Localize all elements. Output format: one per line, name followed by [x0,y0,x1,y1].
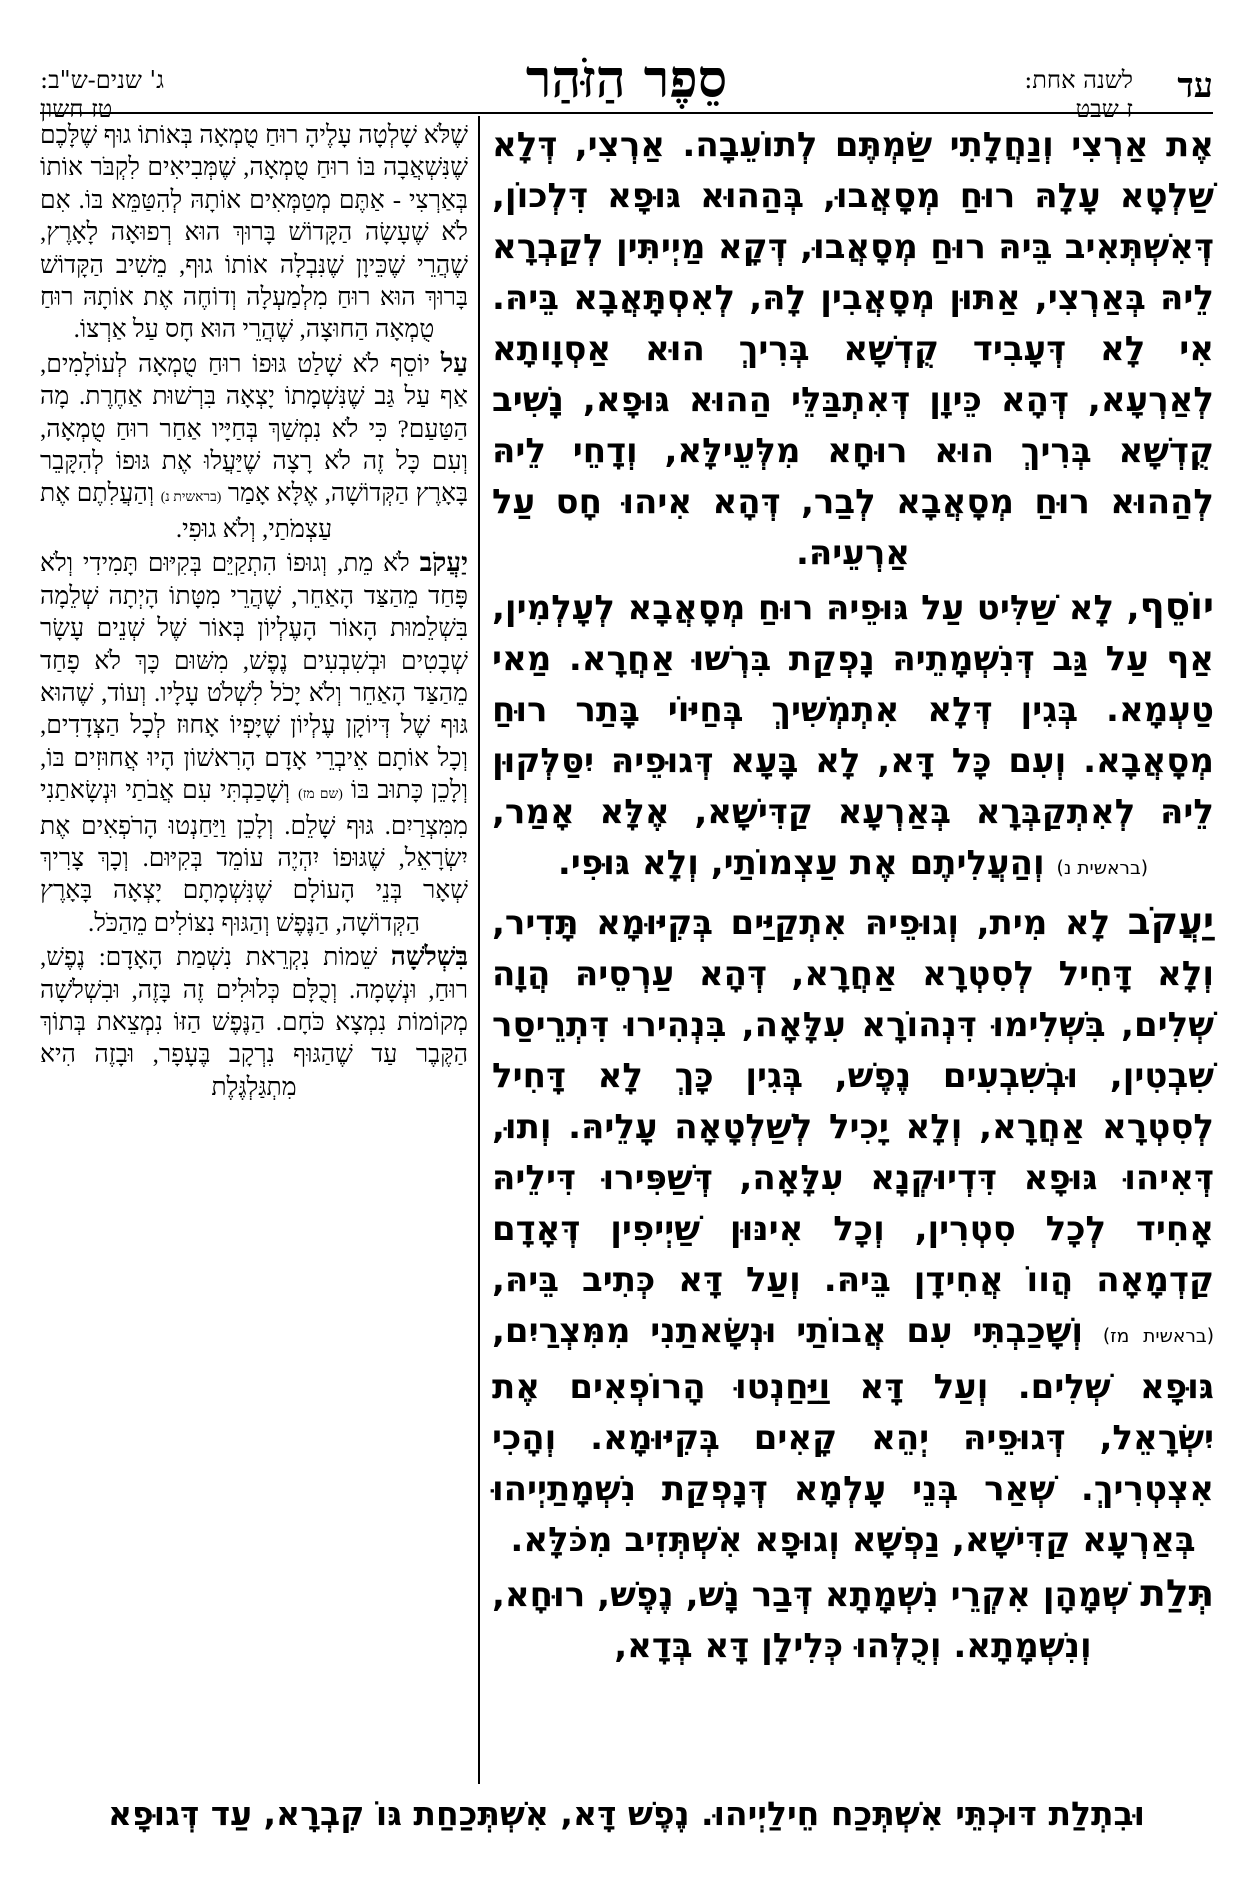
main-paragraph-2 [492,581,1214,894]
three-year-schedule-label: ג' שנים-ש"ב: [40,66,165,94]
side-p3-text-b: וְשָׁכַבְתִּי עִם אֲבֹתַי וּנְשָׂאתַנִי מִמִּצְרַיִם. גּוּף שָׁלֵם. וְלָכֵן וַיַּחַנְטוּ הָרֹפְאִים אֶת יִשְׂרָאֵל, שֶׁגּוּפוֹ יִהְיֶה עוֹמֵד בְּקִיּוּם. וְכָךְ צָרִיךְ שְׁאָר בְּנֵי הָעוֹלָם שֶׁנִּשְׁמָתָם יָצְאָה בָּאָרֶץ הַקְּדוֹשָׁה, הַנֶּפֶשׁ וְהַגּוּף נִצּוֹלִים מֵהַכֹּל. [40,777,468,937]
main-p3-citation: (בראשית מז) [1102,1326,1214,1347]
main-paragraph-3 [492,896,1214,1566]
main-p2-text-a: , לָא שַׁלִּיט עַל גּוּפֵיהּ רוּחַ מְסָאֲבָא לְעָלְמִין, אַף עַל גַּב דְּנִשְׁמָתֵיהּ נָפְקַת בִּרְשׁוּ אַחֲרָא. מַאי טַעְמָא. בְּגִין דְּלָא אִתְמְשִׁיךְ בְּחַיּוֹי בָּתַר רוּחַ מְסָאֲבָא. וְעִם כָּל דָּא, לָא בָּעָא דְּגוּפֵיהּ יִסַּלְּקוּן לֵיהּ לְאִתְקַבְּרָא בְּאַרְעָא קַדִּישָׁא, אֶלָּא אָמַר, [492,588,1214,832]
side-p4-lead-word: בִּשְׁלֹשָׁה [390,942,468,972]
three-year-schedule [40,66,164,124]
main-paragraph-1: אֶת אַרְצִי וְנַחֲלָתִי שַׂמְתֶּם לְתוֹעֵבָה. אַרְצִי, דְּלָא שַׁלְטָא עָלָהּ רוּחַ מְסָאֲבוּ, בְּהַהוּא גּוּפָא דִּלְכוֹן, דְּאִשְׁתְּאִיב בֵּיהּ רוּחַ מְסָאֲבוּ, דְּקָא מַיְיתִּין לְקַבְרָא לֵיהּ בְּאַרְצִי, אַתּוּן מְסָאֲבִין לָהּ, לְאִסְתָּאֲבָא בֵּיהּ. אִי לָא דְּעָבִיד קֻדְשָׁא בְּרִיךְ הוּא אַסְוָותָא לְאַרְעָא, דְּהָא כֵּיוָן דְּאִתְבַּלֵּי הַהוּא גּוּפָא, נָשִׁיב קֻדְשָׁא בְּרִיךְ הוּא רוּחָא מִלְּעֵילָּא, וְדָחֵי לֵיהּ לְהַהוּא רוּחַ מְסָאֲבָא לְבַר, דְּהָא אִיהוּ חָס עַל אַרְעֵיהּ. [492,125,1214,573]
main-p2-lead-word: יוֹסֵף [1139,584,1214,628]
main-p3-lead-word: יַעֲקֹב [1127,899,1214,943]
side-p3-lead-word: יַעֲקֹב [419,548,468,578]
page-number: עד [1177,66,1213,106]
side-p2-text-b: וְהַעֲלִתֶם אֶת עַצְמֹתַי, וְלֹא גוּפִי. [40,480,333,543]
side-p3-citation: (שם מז) [298,786,343,802]
side-paragraph-4 [40,941,468,1104]
yearly-schedule-label: לשנה אחת: [1024,66,1133,94]
header-rule [40,112,1213,114]
side-p2-citation: (בראשית נ) [160,489,222,505]
three-year-schedule-date: טז חשון [40,95,113,123]
main-paragraph-4 [492,1568,1214,1672]
column-divider [478,116,480,1784]
main-p2-citation: (בראשית נ) [1056,858,1149,879]
bottom-continuation-line: וּבִתְלַת דּוּכְתֵּי אִשְׁתְּכַח חֵילַיְיהוּ. נֶפֶשׁ דָּא, אִשְׁתְּכַחַת גּוֹ קִבְרָא, עַד דְּגוּפָא [108,1794,1145,1833]
side-paragraph-3 [40,547,468,940]
main-p4-lead-word: תְּלַת [1140,1571,1214,1615]
main-p4-text: שְׁמָהָן אִקְרֵי נִשְׁמָתָא דְּבַר נָשׁ, נֶפֶשׁ, רוּחָא, וְנִשְׁמָתָא. וְכֻלְּהוּ כְּלִילָן דָּא בְּדָא, [492,1575,1141,1666]
side-p2-text-a: יוֹסֵף לֹא שָׁלַט גּוּפוֹ רוּחַ טֻמְאָה לְעוֹלָמִים, אַף עַל גַּב שֶׁנִּשְׁמָתוֹ יָצְאָה בִּרְשׁוּת אַחֶרֶת. מָה הַטַּעַם? כִּי לֹא נִמְשַׁךְ בְּחַיָּיו אַחַר רוּחַ טֻמְאָה, וְעִם כָּל זֶה לֹא רָצָה שֶׁיַּעֲלוּ אֶת גּוּפוֹ לְהִקָּבֵר בָּאָרֶץ הַקְּדוֹשָׁה, אֶלָּא אָמַר [40,350,468,508]
side-p2-lead-word: עַל [440,348,468,378]
side-paragraph-1: שֶׁלֹּא שָׁלְטָה עָלֶיהָ רוּחַ טֻמְאָה בְּאוֹתוֹ גוּף שֶׁלָּכֶם שֶׁנִּשְׁאֲבָה בּוֹ רוּחַ טֻמְאָה, שֶׁמְּבִיאִים לִקְבֹּר אוֹתוֹ בְּאַרְצִי - אַתֶּם מְטַמְּאִים אוֹתָהּ לְהִטַּמֵּא בּוֹ. אִם לֹא שֶׁעָשָׂה הַקָּדוֹשׁ בָּרוּךְ הוּא רְפוּאָה לָאָרֶץ, שֶׁהֲרֵי שֶׁכֵּיוָן שֶׁנִּבְלָה אוֹתוֹ גוּף, מֵשִׁיב הַקָּדוֹשׁ בָּרוּךְ הוּא רוּחַ מִלְמַעְלָה וְדוֹחֶה אֶת אוֹתָהּ רוּחַ טֻמְאָה הַחוּצָה, שֶׁהֲרֵי הוּא חָס עַל אַרְצוֹ. [40,122,468,344]
side-paragraph-2 [40,348,468,546]
hebrew-translation-column [40,120,468,1105]
main-p2-text-b: וְהַעֲלִיתֶם אֶת עַצְמוֹתַי, וְלָא גּוּפִי. [557,843,1057,883]
side-p3-text-a: לֹא מֵת, וְגוּפוֹ הִתְקַיֵּם בְּקִיּוּם תָּמִידִי וְלֹא פָּחַד מֵהַצַּד הָאַחֵר, שֶׁהֲרֵי מִטָּתוֹ הָיְתָה שְׁלֵמָה בִּשְׁלֵמוּת הָאוֹר הָעֶלְיוֹן בְּאוֹר שֶׁל שְׁנֵים עָשָׂר שְׁבָטִים וּבְשִׁבְעִים נֶפֶשׁ, מִשּׁוּם כָּךְ לֹא פָחַד מֵהַצַּד הָאַחֵר וְלֹא יָכֹל לִשְׁלֹט עָלָיו. וְעוֹד, שֶׁהוּא גּוּף שֶׁל דְּיוֹקָן עֶלְיוֹן שֶׁיָּפְיוֹ אָחוּז לְכָל הַצְּדָדִים, וְכָל אוֹתָם אֵיבְרֵי אָדָם הָרִאשׁוֹן הָיוּ אֲחוּזִים בּוֹ, וְלָכֵן כָּתוּב בּוֹ [40,550,468,805]
main-p3-text-a: לָא מִית, וְגוּפֵיהּ אִתְקַיַּים בְּקִיּוּמָא תָּדִיר, וְלָא דָּחִיל לְסִטְרָא אַחֲרָא, דְּהָא עַרְסֵיהּ הֲוָה שְׁלִים, בִּשְׁלִימוּ דִּנְהוֹרָא עִלָּאָה, בִּנְהִירוּ דִּתְרֵיסַר שִׁבְטִין, וּבְשִׁבְעִים נֶפֶשׁ, בְּגִין כָּךְ לָא דָּחִיל לְסִטְרָא אַחֲרָא, וְלָא יָכִיל לְשַׁלְטָאָה עָלֵיהּ. וְתוּ, דְּאִיהוּ גּוּפָא דִּדְיוּקְנָא עִלָּאָה, דְּשַׁפִּירוּ דִּילֵיהּ אָחִיד לְכָל סִטְרִין, וְכָל אִינּוּן שַׁיְיפִין דְּאָדָם קַדְמָאָה הֲווֹ אֲחִידָן בֵּיהּ. וְעַל דָּא כְּתִיב בֵּיהּ, [492,903,1214,1300]
yearly-schedule-date: ז שבט [1075,95,1133,123]
page-header [40,30,1213,123]
side-p4-text: שֵׁמוֹת נִקְרֵאת נִשְׁמַת הָאָדָם: נֶפֶשׁ, רוּחַ, וּנְשָׁמָה. וְכֻלָּם כְּלוּלִים זֶה בָּזֶה, וּבִשְׁלֹשָׁה מְקוֹמוֹת נִמְצָא כֹּחָם. הַנֶּפֶשׁ הַזּוֹ נִמְצֵאת בְּתוֹךְ הַקֶּבֶר עַד שֶׁהַגּוּף נִרְקָב בֶּעָפָר, וּבָזֶה הִיא מִתְגַּלְגֶּלֶת [40,944,468,1101]
main-p3-text-b: וְשָׁכַבְתִּי עִם אֲבוֹתַי וּנְשָׂאתַנִי מִמִּצְרַיִם, גּוּפָא שְׁלִים. וְעַל דָּא וַיַּחַנְטוּ הָרוֹפְאִים אֶת יִשְׂרָאֵל, דְּגוּפֵיהּ יְהֵא קָאִים בְּקִיּוּמָא. וְהָכִי אִצְטְרִיךְ. שְׁאַר בְּנֵי עָלְמָא דְּנָפְקַת נִשְׁמָתַיְיהוּ בְּאַרְעָא קַדִּישָׁא, נַפְשָׁא וְגוּפָא אִשְׁתְּזִיב מִכֹּלָּא. [492,1311,1214,1560]
book-title: סֵפֶר הַזֹּהַר [525,49,728,110]
aramaic-text-column [492,120,1214,1674]
